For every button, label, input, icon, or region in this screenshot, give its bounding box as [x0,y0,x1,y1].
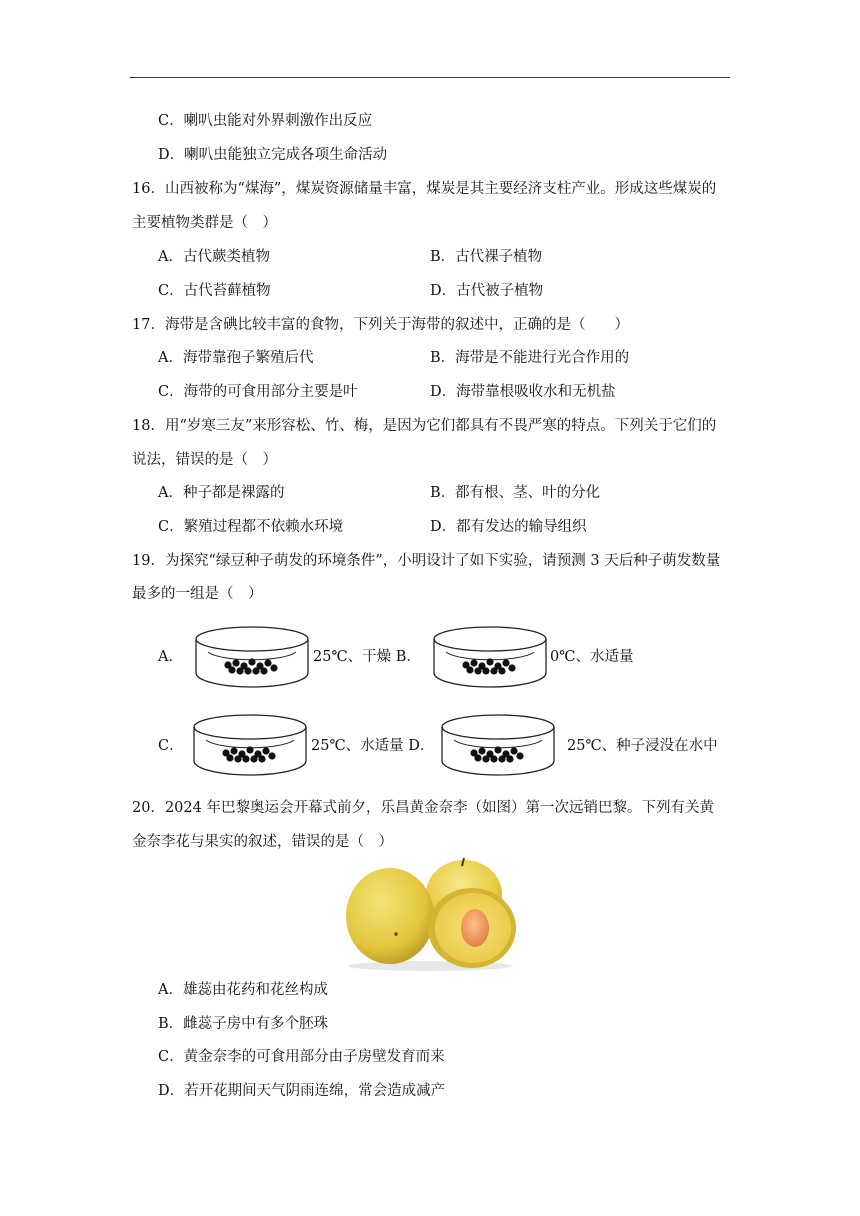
q17-option-c[interactable]: C．海带的可食用部分主要是叶 [158,384,358,400]
header-rule [130,77,730,78]
q18-option-c[interactable]: C．繁殖过程都不依赖水环境 [158,519,344,535]
q18-option-d[interactable]: D．都有发达的输导组织 [430,519,587,535]
q19-option-c-label[interactable]: C． [158,738,184,754]
q19-option-d-condition[interactable]: 25℃、种子浸没在水中 [567,738,718,754]
q19-option-a-condition[interactable]: 25℃、干燥 B． [313,649,421,665]
q16-option-b[interactable]: B．古代裸子植物 [430,249,543,265]
q19-stem-line1: 19．为探究“绿豆种子萌发的环境条件”，小明设计了如下实验，请预测 3 天后种子萌发数量 [132,553,721,569]
q20-stem-line1: 20．2024 年巴黎奥运会开幕式前夕，乐昌黄金奈李（如图）第一次远销巴黎。下列有关黄 [132,800,714,816]
q20-option-a[interactable]: A．雄蕊由花药和花丝构成 [158,982,328,998]
q19-option-b-condition[interactable]: 0℃、水适量 [550,649,634,665]
q19-option-c-condition[interactable]: 25℃、水适量 D． [311,738,435,754]
q16-option-c[interactable]: C．古代苔藓植物 [158,283,271,299]
q18-option-b[interactable]: B．都有根、茎、叶的分化 [430,485,601,501]
q17-stem: 17．海带是含碘比较丰富的食物，下列关于海带的叙述中，正确的是（ ） [132,317,629,333]
petri-dish-b-icon [432,624,548,690]
q20-option-c[interactable]: C．黄金奈李的可食用部分由子房壁发育而来 [158,1049,445,1065]
petri-dish-c-icon [192,712,308,778]
q16-stem-line2: 主要植物类群是（ ） [132,215,277,231]
q17-option-a[interactable]: A．海带靠孢子繁殖后代 [158,350,314,366]
petri-dish-d-icon [440,712,556,778]
q18-option-a[interactable]: A．种子都是裸露的 [158,485,285,501]
q20-option-b[interactable]: B．雌蕊子房中有多个胚珠 [158,1016,329,1032]
golden-plum-image [342,854,518,972]
q17-option-d[interactable]: D．海带靠根吸收水和无机盐 [430,384,616,400]
q15-option-d[interactable]: D．喇叭虫能独立完成各项生命活动 [158,147,388,163]
q16-option-a[interactable]: A．古代蕨类植物 [158,249,270,265]
q19-stem-line2: 最多的一组是（ ） [132,586,263,602]
q18-stem-line2: 说法，错误的是（ ） [132,452,277,468]
q20-stem-line2: 金奈李花与果实的叙述，错误的是（ ） [132,834,393,850]
q16-stem-line1: 16．山西被称为“煤海”，煤炭资源储量丰富，煤炭是其主要经济支柱产业。形成这些煤炭的 [132,181,717,197]
q16-option-d[interactable]: D．古代被子植物 [430,283,544,299]
q15-option-c[interactable]: C．喇叭虫能对外界刺激作出反应 [158,113,373,129]
q17-option-b[interactable]: B．海带是不能进行光合作用的 [430,350,630,366]
q19-option-a-label[interactable]: A． [158,649,183,665]
q20-option-d[interactable]: D．若开花期间天气阴雨连绵，常会造成减产 [158,1083,446,1099]
petri-dish-a-icon [194,624,310,690]
q18-stem-line1: 18．用“岁寒三友”来形容松、竹、梅，是因为它们都具有不畏严寒的特点。下列关于它们的 [132,418,717,434]
